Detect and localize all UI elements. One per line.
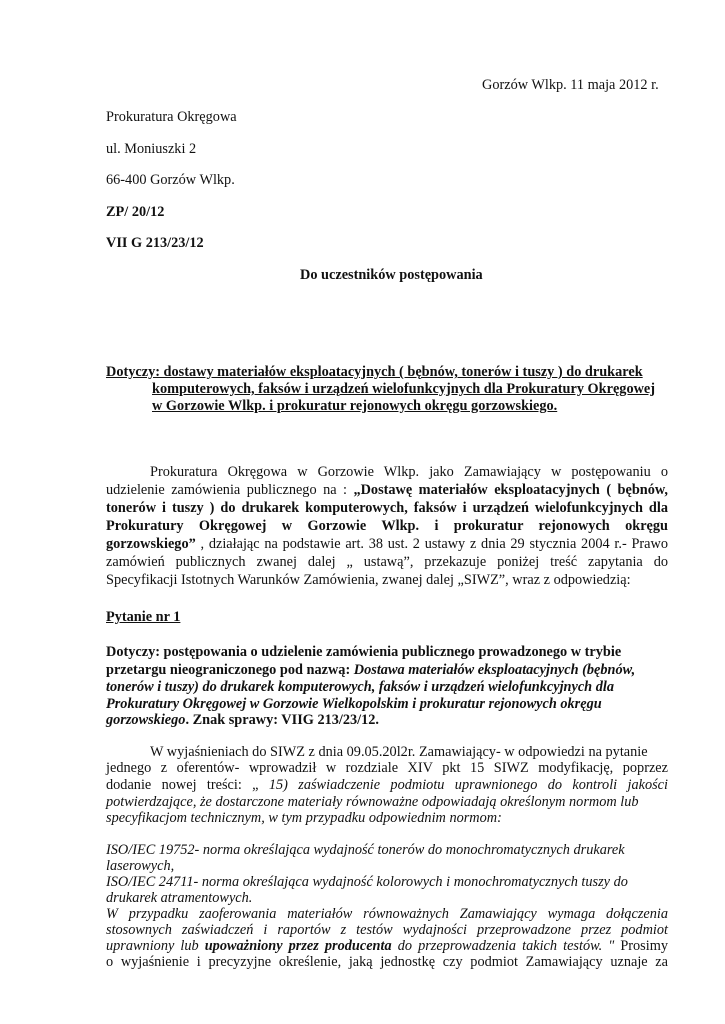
question-title-start: Dostawa materiałów eksploatacyjnych (bębnów,: [353, 662, 636, 678]
intro-line-4: Prokuratury Okręgowej w Gorzowie Wlkp. i prokuratur rejonowych okręgu: [106, 518, 668, 534]
body-line-4: potwierdzające, że dostarczone materiały równoważne odpowiadają określonym normom lub: [106, 794, 639, 810]
question-case-number: . Znak sprawy: VIIG 213/23/12.: [185, 712, 380, 728]
request-start: Prosimy: [614, 938, 668, 954]
question-line-4: Prokuratury Okręgowej w Gorzowie Wielkopolskim i prokuratur rejonowych okręgu: [106, 696, 602, 712]
question-procedure: przetargu nieograniczonego pod nazwą:: [106, 662, 354, 678]
reference-zp: ZP/ 20/12: [106, 204, 165, 220]
subject-line-2: komputerowych, faksów i urządzeń wielofunkcyjnych dla Prokuratury Okręgowej: [152, 381, 656, 397]
recipient-name: Prokuratura Okręgowa: [106, 109, 237, 125]
intro-line-5: [106, 536, 668, 552]
requirement-line-3: [106, 938, 668, 954]
requirement-authorized: uprawniony lub: [106, 938, 205, 954]
body-line-5: specyfikacjom technicznym, w tym przypadku odpowiednim normom:: [106, 810, 502, 826]
question-line-1: Dotyczy: postępowania o udzielenie zamówienia publicznego prowadzonego w trybie: [106, 644, 622, 660]
body-line-2: jednego z oferentów- wprowadził w rozdziale XIV pkt 15 SIWZ modyfikację, poprzez: [106, 760, 668, 776]
date-line: Gorzów Wlkp. 11 maja 2012 r.: [482, 77, 659, 93]
intro-line-3: tonerów i tuszy ) do drukarek komputerowych, faksów i urządzeń wielofunkcyjnych dla: [106, 500, 668, 516]
intro-title-end: gorzowskiego”: [106, 536, 196, 552]
question-line-3: tonerów i tuszy) do drukarek komputerowych, faksów i urządzeń wielofunkcyjnych dla: [106, 679, 614, 695]
recipient-street: ul. Moniuszki 2: [106, 141, 197, 157]
body-quote-start: 15) zaświadczenie podmiotu uprawnionego do kontroli jakości: [268, 777, 668, 793]
requirement-manufacturer: upoważniony przez producenta: [204, 938, 392, 954]
subject-line-1: Dotyczy: dostawy materiałów eksploatacyjnych ( bębnów, tonerów i tuszy ) do drukarek: [106, 364, 643, 380]
intro-legal-basis: , działając na podstawie art. 38 ust. 2 ustawy z dnia 29 stycznia 2004 r.- Prawo: [195, 536, 668, 552]
intro-line-2: [106, 482, 668, 498]
iso-19752-line-1: ISO/IEC 19752- norma określająca wydajność tonerów do monochromatycznych drukarek: [106, 842, 625, 858]
reference-vii: VII G 213/23/12: [106, 235, 204, 251]
intro-title-start: „Dostawę materiałów eksploatacyjnych ( bębnów,: [353, 482, 668, 498]
intro-text: udzielenie zamówienia publicznego na :: [106, 482, 354, 498]
question-heading: Pytanie nr 1: [106, 609, 181, 625]
addressee-heading: Do uczestników postępowania: [300, 267, 483, 283]
intro-line-6: zamówień publicznych zwanej dalej „ ustawą”, przekazuje poniżej treść zapytania do: [106, 554, 668, 570]
body-line-1: W wyjaśnieniach do SIWZ z dnia 09.05.20l2r. Zamawiający- w odpowiedzi na pytanie: [150, 744, 648, 760]
recipient-city: 66-400 Gorzów Wlkp.: [106, 172, 235, 188]
iso-24711-line-1: ISO/IEC 24711- norma określająca wydajność kolorowych i monochromatycznych tuszy do: [106, 874, 628, 890]
requirement-line-2: stosownych zaświadczeń i raportów z testów wydajności przeprowadzone przez podmiot: [106, 922, 668, 938]
request-line: o wyjaśnienie i precyzyjne określenie, jaką jednostkę czy podmiot Zamawiający uznaje za: [106, 954, 668, 970]
question-line-5: [106, 712, 379, 728]
iso-19752-line-2: laserowych,: [106, 858, 175, 874]
body-line-3: [106, 777, 668, 793]
question-line-2: [106, 662, 635, 678]
subject-line-3: w Gorzowie Wlkp. i prokuratur rejonowych okręgu gorzowskiego.: [152, 398, 558, 414]
body-addition: dodanie nowej treści: „: [106, 777, 269, 793]
iso-24711-line-2: drukarek atramentowych.: [106, 890, 253, 906]
intro-line-1: Prokuratura Okręgowa w Gorzowie Wlkp. jako Zamawiający w postępowaniu o: [150, 464, 668, 480]
requirement-tests: do przeprowadzenia takich testów. ": [391, 938, 615, 954]
intro-line-7: Specyfikacji Istotnych Warunków Zamówienia, zwanej dalej „SIWZ”, wraz z odpowiedzią:: [106, 572, 631, 588]
requirement-line-1: W przypadku zaoferowania materiałów równoważnych Zamawiający wymaga dołączenia: [106, 906, 668, 922]
question-title-end: gorzowskiego: [106, 712, 186, 728]
